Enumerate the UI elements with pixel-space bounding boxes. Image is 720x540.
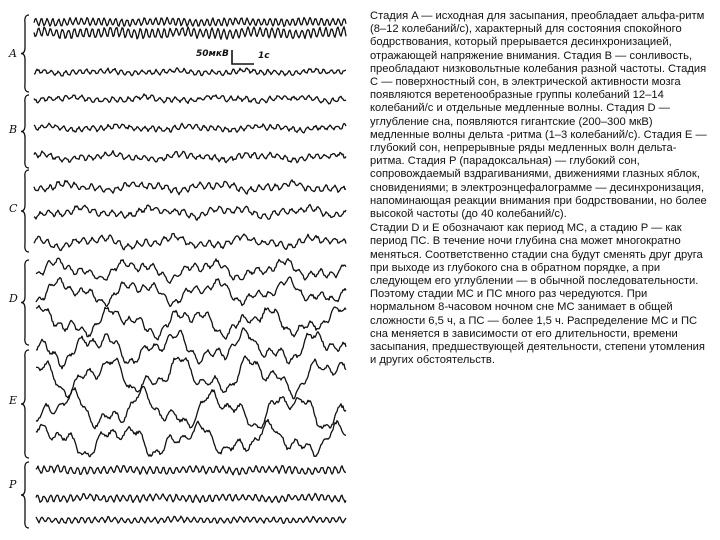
calibration-time: 1с	[258, 51, 270, 61]
eeg-traces	[34, 17, 346, 523]
stage-bracket	[21, 95, 29, 168]
eeg-trace	[34, 205, 346, 221]
eeg-trace	[36, 277, 346, 307]
eeg-trace	[34, 151, 346, 163]
stage-label-e: E	[9, 394, 18, 407]
eeg-trace	[36, 328, 346, 369]
eeg-trace	[34, 17, 346, 26]
stage-label-d: D	[9, 292, 18, 305]
eeg-trace	[34, 68, 346, 76]
eeg-trace	[34, 123, 346, 133]
eeg-trace	[34, 180, 346, 195]
calibration-marker	[196, 49, 270, 64]
stage-label-c: C	[9, 202, 18, 215]
stage-bracket	[21, 15, 29, 92]
stage-bracket	[21, 170, 29, 252]
calibration-amplitude: 50мкВ	[196, 49, 229, 59]
paragraph-cycles: Стадии D и E обозначают как период МС, а стадию P — как период ПС. В течение ночи глубина сна может многократно меняться. Соответственно стадии сна будут сменять друг друга при выходе из глубокого сна в обратном порядке, а при следующем его углублении — в обычной последовательности. Поэтому стадии МС и ПС много раз чередуются. При нормальном 8-часовом ночном сне МС занимает в общей сложности 6,5 ч, а ПС — более 1,5 ч. Распределение МС и ПС сна меняется в зависимости от его длительности, времени засыпания, предшествующей деятельности, степени утомления и других обстоятельств.	[370, 222, 705, 367]
eeg-trace	[34, 94, 346, 104]
eeg-trace	[36, 516, 346, 523]
eeg-trace	[34, 27, 346, 39]
stage-brackets	[21, 15, 29, 528]
eeg-trace	[36, 419, 346, 456]
eeg-trace	[36, 493, 346, 502]
eeg-trace	[36, 465, 346, 475]
eeg-trace	[36, 258, 346, 283]
stage-label-p: P	[9, 478, 17, 491]
paragraph-stages: Стадия A — исходная для засыпания, преобладает альфа-ритм (8–12 колебаний/с), характерный для состояния спокойного бодрствования, который прерывается десинхронизацией, отражающей напряжение внимания. Стадия B — сонливость, преобладают низковольтные колебания разной частоты. Стадия C — поверхностный сон, в электрической активности мозга появляются веретенообразные группы колебаний 12–14 колебаний/с и отдельные медленные волны. Стадия D — углубление сна, появляются гигантские (200–300 мкВ) медленные волны дельта -ритма (1–3 колебаний/с). Стадия E — глубокий сон, непрерывные ряды медленных волн дельта-ритма. Стадия P (парадоксальная) — глубокий сон, сопровождаемый вздрагиваниями, движениями глазных яблок, сновидениями; в электроэнцефалограмме — десинхронизация, напоминающая реакции внимания при бодрствовании, но более высокой частоты (до 40 колебаний/с).	[370, 10, 707, 221]
description-text	[370, 10, 710, 368]
eeg-trace	[34, 234, 346, 251]
stage-label-b: B	[9, 123, 18, 136]
stage-label-a: A	[9, 47, 17, 60]
eeg-trace	[36, 386, 346, 428]
eeg-trace	[36, 306, 346, 340]
stage-bracket	[21, 462, 29, 528]
eeg-trace	[36, 356, 346, 399]
stage-bracket	[21, 260, 29, 345]
stage-bracket	[21, 350, 29, 458]
